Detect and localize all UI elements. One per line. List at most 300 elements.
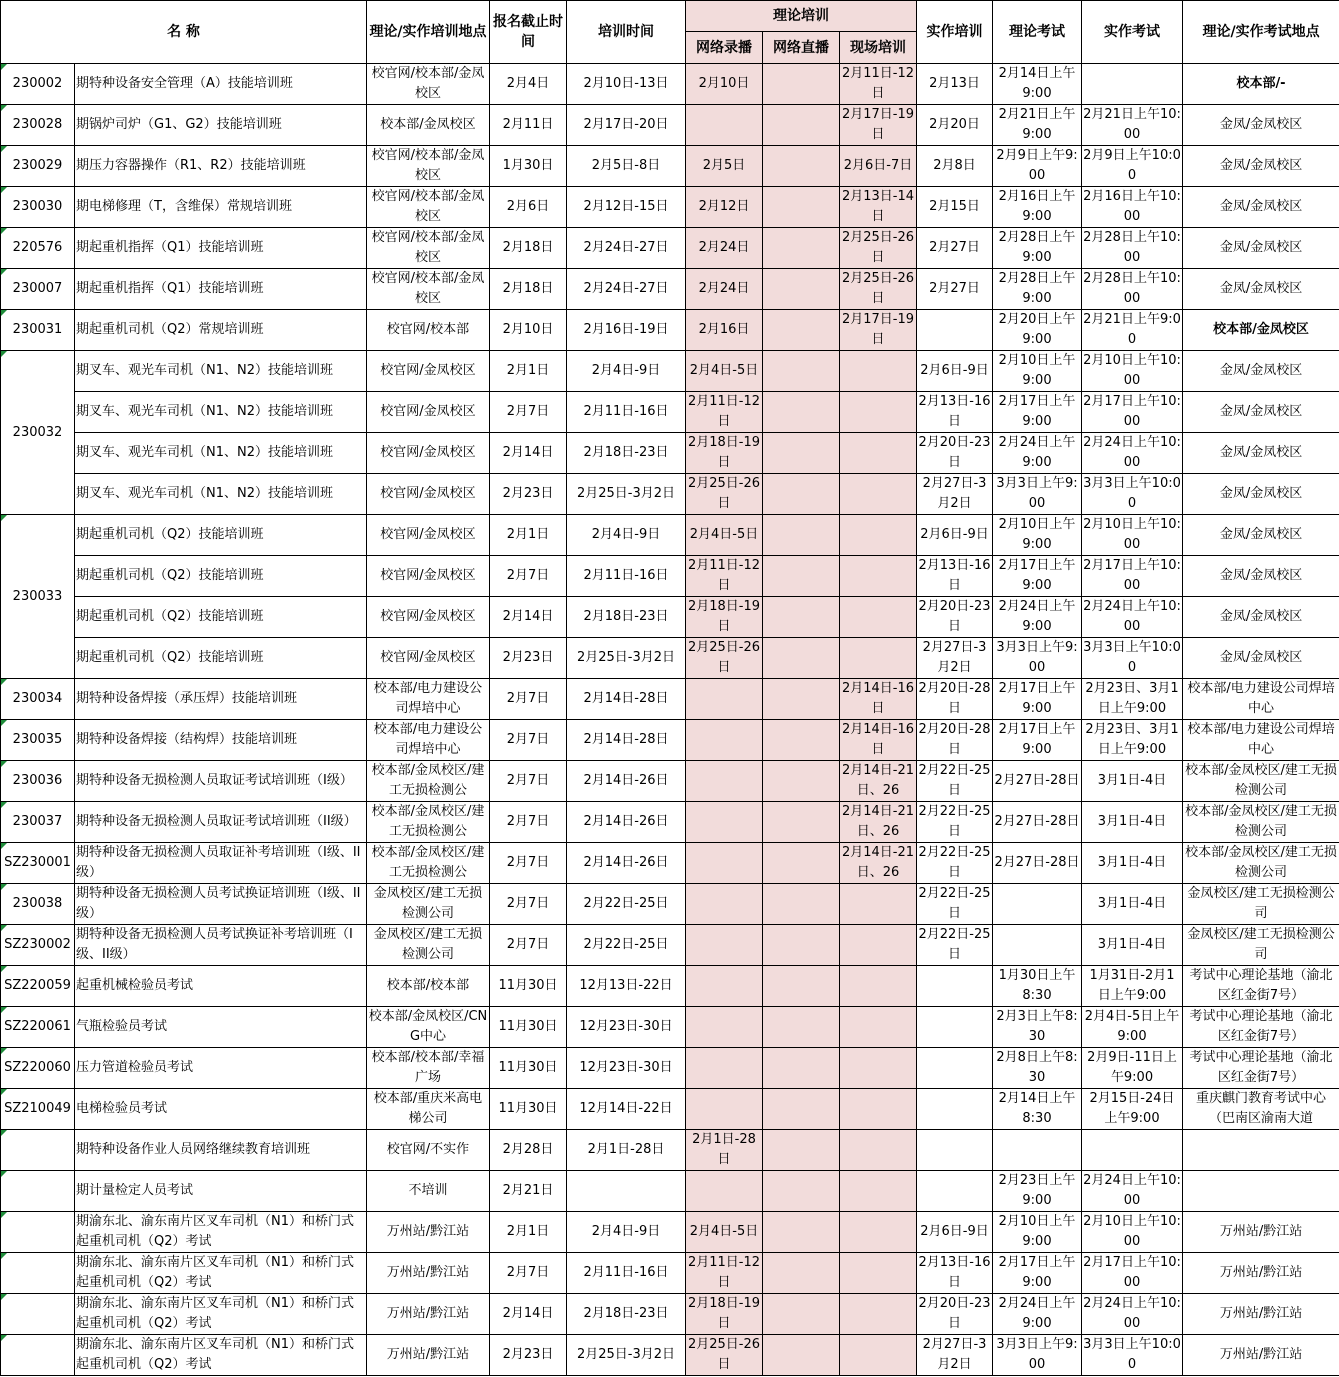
- row-record: 2月4日-5日: [686, 515, 763, 556]
- row-name: 期渝东北、渝东南片区叉车司机（N1）和桥门式起重机司机（Q2）考试: [75, 1212, 367, 1253]
- row-practical: 2月20日-23日: [917, 597, 993, 638]
- row-code: 230034: [1, 679, 75, 720]
- table-row: [1, 761, 1339, 802]
- row-onsite: 2月14日-16日: [840, 720, 917, 761]
- row-record: 2月24日: [686, 269, 763, 310]
- row-code: 230036: [1, 761, 75, 802]
- row-record: 2月4日-5日: [686, 1212, 763, 1253]
- row-theory-exam: 2月10日上午9:00: [993, 515, 1082, 556]
- table-row: [1, 1007, 1339, 1048]
- row-onsite: [840, 1048, 917, 1089]
- row-deadline: 2月7日: [490, 802, 567, 843]
- row-code: SZ230002: [1, 925, 75, 966]
- row-onsite: 2月14日-21日、26: [840, 802, 917, 843]
- row-deadline: 2月10日: [490, 310, 567, 351]
- row-theory-exam: 3月3日上午9:00: [993, 474, 1082, 515]
- row-theory-exam: 2月17日上午9:00: [993, 1253, 1082, 1294]
- row-exam-site: 万州站/黔江站: [1183, 1253, 1339, 1294]
- row-name: 期叉车、观光车司机（N1、N2）技能培训班: [75, 351, 367, 392]
- header-deadline: 报名截止时间: [490, 1, 567, 64]
- row-site: 万州站/黔江站: [367, 1335, 490, 1376]
- row-onsite: [840, 392, 917, 433]
- row-code: 230033: [1, 515, 75, 679]
- row-deadline: 11月30日: [490, 1048, 567, 1089]
- row-deadline: 2月7日: [490, 556, 567, 597]
- row-deadline: 2月7日: [490, 925, 567, 966]
- row-deadline: 2月7日: [490, 679, 567, 720]
- table-row: [1, 638, 1339, 679]
- row-practical-exam: 3月1日-4日: [1082, 925, 1183, 966]
- row-name: 期特种设备焊接（承压焊）技能培训班: [75, 679, 367, 720]
- row-exam-site: 金凤/金凤校区: [1183, 105, 1339, 146]
- row-exam-site: 金凤/金凤校区: [1183, 351, 1339, 392]
- row-deadline: 2月1日: [490, 515, 567, 556]
- row-record: [686, 802, 763, 843]
- table-row: [1, 146, 1339, 187]
- row-exam-site: 校本部/电力建设公司焊培中心: [1183, 679, 1339, 720]
- row-site: 校官网/金凤校区: [367, 556, 490, 597]
- row-practical-exam: 3月1日-4日: [1082, 761, 1183, 802]
- row-record: 2月25日-26日: [686, 1335, 763, 1376]
- row-live: [763, 64, 840, 105]
- row-practical: [917, 966, 993, 1007]
- row-live: [763, 1253, 840, 1294]
- row-time: 2月14日-26日: [567, 802, 686, 843]
- row-onsite: [840, 1212, 917, 1253]
- row-deadline: 2月11日: [490, 105, 567, 146]
- row-site: 校本部/重庆米高电梯公司: [367, 1089, 490, 1130]
- row-site: 校官网/金凤校区: [367, 597, 490, 638]
- table-row: [1, 1171, 1339, 1212]
- row-record: 2月18日-19日: [686, 597, 763, 638]
- table-row: [1, 269, 1339, 310]
- row-live: [763, 679, 840, 720]
- row-exam-site: 金凤校区/建工无损检测公司: [1183, 884, 1339, 925]
- row-record: 2月16日: [686, 310, 763, 351]
- row-theory-exam: 2月23日上午9:00: [993, 1171, 1082, 1212]
- row-name: 期叉车、观光车司机（N1、N2）技能培训班: [75, 433, 367, 474]
- row-time: 2月25日-3月2日: [567, 474, 686, 515]
- table-row: [1, 1253, 1339, 1294]
- row-code: SZ220060: [1, 1048, 75, 1089]
- row-onsite: [840, 556, 917, 597]
- row-onsite: [840, 1335, 917, 1376]
- row-record: [686, 1171, 763, 1212]
- row-practical: 2月27日-3月2日: [917, 474, 993, 515]
- row-site: 万州站/黔江站: [367, 1253, 490, 1294]
- row-practical-exam: 2月23日、3月1日上午9:00: [1082, 720, 1183, 761]
- row-onsite: [840, 1171, 917, 1212]
- row-time: 12月23日-30日: [567, 1048, 686, 1089]
- row-practical-exam: 2月10日上午10:00: [1082, 351, 1183, 392]
- row-name: 期起重机司机（Q2）技能培训班: [75, 597, 367, 638]
- row-code: 230031: [1, 310, 75, 351]
- row-practical: 2月27日-3月2日: [917, 638, 993, 679]
- row-practical: 2月22日-25日: [917, 925, 993, 966]
- row-time: 2月25日-3月2日: [567, 1335, 686, 1376]
- row-onsite: 2月14日-21日、26: [840, 761, 917, 802]
- row-theory-exam: 2月21日上午9:00: [993, 105, 1082, 146]
- row-practical-exam: 2月21日上午9:00: [1082, 310, 1183, 351]
- row-name: 期电梯修理（T，含维保）常规培训班: [75, 187, 367, 228]
- row-theory-exam: 2月8日上午8:30: [993, 1048, 1082, 1089]
- row-theory-exam: [993, 884, 1082, 925]
- row-code: 230037: [1, 802, 75, 843]
- row-practical: 2月6日-9日: [917, 351, 993, 392]
- row-live: [763, 228, 840, 269]
- row-record: 2月25日-26日: [686, 474, 763, 515]
- row-record: [686, 843, 763, 884]
- row-practical-exam: 2月24日上午10:00: [1082, 1294, 1183, 1335]
- row-time: 2月4日-9日: [567, 351, 686, 392]
- row-deadline: 2月7日: [490, 720, 567, 761]
- row-onsite: [840, 351, 917, 392]
- row-live: [763, 802, 840, 843]
- row-time: 2月14日-26日: [567, 761, 686, 802]
- row-theory-exam: 2月28日上午9:00: [993, 269, 1082, 310]
- row-site: 校官网/金凤校区: [367, 392, 490, 433]
- header-theory-exam: 理论考试: [993, 1, 1082, 64]
- row-onsite: [840, 474, 917, 515]
- row-exam-site: 重庆麒门教育考试中心（巴南区渝南大道: [1183, 1089, 1339, 1130]
- row-time: 2月22日-25日: [567, 925, 686, 966]
- row-deadline: 2月1日: [490, 351, 567, 392]
- row-name: 期特种设备无损检测人员取证补考培训班（I级、II级）: [75, 843, 367, 884]
- row-site: 校官网/校本部/金凤校区: [367, 64, 490, 105]
- row-theory-exam: 2月14日上午8:30: [993, 1089, 1082, 1130]
- row-deadline: 2月21日: [490, 1171, 567, 1212]
- row-record: [686, 679, 763, 720]
- row-live: [763, 515, 840, 556]
- row-practical-exam: 2月9日上午10:00: [1082, 146, 1183, 187]
- row-time: 2月4日-9日: [567, 515, 686, 556]
- row-practical-exam: 2月10日上午10:00: [1082, 515, 1183, 556]
- row-record: 2月18日-19日: [686, 433, 763, 474]
- row-name: 期起重机司机（Q2）技能培训班: [75, 556, 367, 597]
- row-deadline: 2月28日: [490, 1130, 567, 1171]
- header-name: 名 称: [1, 1, 367, 64]
- row-exam-site: 金凤/金凤校区: [1183, 433, 1339, 474]
- row-practical-exam: 2月24日上午10:00: [1082, 1171, 1183, 1212]
- row-site: 校本部/电力建设公司焊培中心: [367, 720, 490, 761]
- row-code: [1, 1335, 75, 1376]
- row-live: [763, 474, 840, 515]
- row-live: [763, 884, 840, 925]
- row-time: 2月17日-20日: [567, 105, 686, 146]
- row-name: 期渝东北、渝东南片区叉车司机（N1）和桥门式起重机司机（Q2）考试: [75, 1253, 367, 1294]
- row-live: [763, 638, 840, 679]
- row-practical: 2月6日-9日: [917, 515, 993, 556]
- row-deadline: 2月6日: [490, 187, 567, 228]
- row-exam-site: 金凤/金凤校区: [1183, 392, 1339, 433]
- row-practical: [917, 1171, 993, 1212]
- row-live: [763, 1130, 840, 1171]
- row-deadline: 2月4日: [490, 64, 567, 105]
- row-practical: 2月22日-25日: [917, 802, 993, 843]
- row-time: 12月14日-22日: [567, 1089, 686, 1130]
- row-record: 2月4日-5日: [686, 351, 763, 392]
- row-exam-site: 校本部/金凤校区/建工无损检测公司: [1183, 843, 1339, 884]
- row-name: 期起重机司机（Q2）技能培训班: [75, 515, 367, 556]
- header-network-live: 网络直播: [763, 32, 840, 64]
- row-time: 2月5日-8日: [567, 146, 686, 187]
- row-code: [1, 1130, 75, 1171]
- row-practical-exam: 2月21日上午10:00: [1082, 105, 1183, 146]
- row-onsite: 2月14日-16日: [840, 679, 917, 720]
- row-time: 12月23日-30日: [567, 1007, 686, 1048]
- row-time: 2月11日-16日: [567, 1253, 686, 1294]
- row-onsite: [840, 1007, 917, 1048]
- row-practical: 2月20日-28日: [917, 720, 993, 761]
- row-onsite: [840, 1089, 917, 1130]
- row-exam-site: 金凤/金凤校区: [1183, 228, 1339, 269]
- row-name: 期渝东北、渝东南片区叉车司机（N1）和桥门式起重机司机（Q2）考试: [75, 1294, 367, 1335]
- row-deadline: 2月7日: [490, 1253, 567, 1294]
- row-time: 2月1日-28日: [567, 1130, 686, 1171]
- row-record: 2月12日: [686, 187, 763, 228]
- row-onsite: 2月14日-21日、26: [840, 843, 917, 884]
- row-exam-site: 万州站/黔江站: [1183, 1335, 1339, 1376]
- row-record: 2月18日-19日: [686, 1294, 763, 1335]
- table-row: [1, 392, 1339, 433]
- row-code: [1, 1171, 75, 1212]
- row-exam-site: 金凤/金凤校区: [1183, 556, 1339, 597]
- row-theory-exam: 3月3日上午9:00: [993, 1335, 1082, 1376]
- row-live: [763, 269, 840, 310]
- row-practical: 2月13日-16日: [917, 556, 993, 597]
- row-practical-exam: 2月4日-5日上午9:00: [1082, 1007, 1183, 1048]
- row-practical-exam: 2月28日上午10:00: [1082, 228, 1183, 269]
- row-live: [763, 392, 840, 433]
- row-practical-exam: 3月1日-4日: [1082, 843, 1183, 884]
- row-exam-site: 金凤/金凤校区: [1183, 146, 1339, 187]
- row-onsite: [840, 1130, 917, 1171]
- row-practical: 2月20日-23日: [917, 1294, 993, 1335]
- row-onsite: [840, 966, 917, 1007]
- table-row: [1, 187, 1339, 228]
- table-row: [1, 310, 1339, 351]
- table-row: [1, 1212, 1339, 1253]
- row-onsite: [840, 638, 917, 679]
- row-site: 校官网/金凤校区: [367, 638, 490, 679]
- row-theory-exam: 2月24日上午9:00: [993, 433, 1082, 474]
- row-exam-site: 金凤/金凤校区: [1183, 638, 1339, 679]
- row-name: 期特种设备无损检测人员考试换证培训班（I级、II级）: [75, 884, 367, 925]
- row-name: 期计量检定人员考试: [75, 1171, 367, 1212]
- table-row: [1, 556, 1339, 597]
- row-practical: [917, 1130, 993, 1171]
- row-site: 校本部/校本部: [367, 966, 490, 1007]
- header-theory-training: 理论培训: [686, 1, 917, 32]
- row-name: 期特种设备无损检测人员取证考试培训班（II级）: [75, 802, 367, 843]
- row-theory-exam: [993, 925, 1082, 966]
- table-row: [1, 843, 1339, 884]
- row-live: [763, 761, 840, 802]
- row-name: 期特种设备焊接（结构焊）技能培训班: [75, 720, 367, 761]
- row-onsite: [840, 1253, 917, 1294]
- row-exam-site: 金凤校区/建工无损检测公司: [1183, 925, 1339, 966]
- header-exam-site: 理论/实作考试地点: [1183, 1, 1339, 64]
- row-live: [763, 720, 840, 761]
- row-exam-site: 校本部/金凤校区: [1183, 310, 1339, 351]
- row-practical-exam: 2月10日上午10:00: [1082, 1212, 1183, 1253]
- row-code: [1, 1212, 75, 1253]
- row-theory-exam: 2月24日上午9:00: [993, 597, 1082, 638]
- row-site: 校本部/校本部/幸福广场: [367, 1048, 490, 1089]
- table-row: [1, 597, 1339, 638]
- row-onsite: [840, 884, 917, 925]
- row-site: 校本部/金凤校区/建工无损检测公: [367, 802, 490, 843]
- row-practical: 2月22日-25日: [917, 843, 993, 884]
- row-record: [686, 1048, 763, 1089]
- row-site: 金凤校区/建工无损检测公司: [367, 884, 490, 925]
- row-exam-site: 万州站/黔江站: [1183, 1212, 1339, 1253]
- row-deadline: 2月7日: [490, 843, 567, 884]
- row-site: 校本部/金凤校区/CNG中心: [367, 1007, 490, 1048]
- row-exam-site: 校本部/金凤校区/建工无损检测公司: [1183, 761, 1339, 802]
- row-exam-site: 考试中心理论基地（渝北区红金街7号）: [1183, 1007, 1339, 1048]
- row-site: 万州站/黔江站: [367, 1294, 490, 1335]
- row-practical-exam: 3月3日上午10:00: [1082, 638, 1183, 679]
- row-exam-site: 万州站/黔江站: [1183, 1294, 1339, 1335]
- row-code: [1, 1294, 75, 1335]
- row-record: [686, 925, 763, 966]
- row-practical: 2月13日: [917, 64, 993, 105]
- header-practical-training: 实作培训: [917, 1, 993, 64]
- row-code: 230030: [1, 187, 75, 228]
- row-onsite: 2月13日-14日: [840, 187, 917, 228]
- row-practical-exam: 3月1日-4日: [1082, 802, 1183, 843]
- header-site: 理论/实作培训地点: [367, 1, 490, 64]
- table-row: [1, 884, 1339, 925]
- row-code: 220576: [1, 228, 75, 269]
- row-code: SZ230001: [1, 843, 75, 884]
- row-time: 2月18日-23日: [567, 433, 686, 474]
- row-practical-exam: 2月24日上午10:00: [1082, 597, 1183, 638]
- row-practical: 2月20日: [917, 105, 993, 146]
- table-row: [1, 1048, 1339, 1089]
- row-site: 校官网/校本部: [367, 310, 490, 351]
- table-row: [1, 351, 1339, 392]
- row-onsite: 2月25日-26日: [840, 228, 917, 269]
- row-record: [686, 761, 763, 802]
- row-deadline: 2月18日: [490, 269, 567, 310]
- row-record: [686, 720, 763, 761]
- row-practical: [917, 1089, 993, 1130]
- row-site: 万州站/黔江站: [367, 1212, 490, 1253]
- row-practical: 2月27日: [917, 228, 993, 269]
- row-theory-exam: 2月24日上午9:00: [993, 1294, 1082, 1335]
- row-name: 气瓶检验员考试: [75, 1007, 367, 1048]
- row-name: 期压力容器操作（R1、R2）技能培训班: [75, 146, 367, 187]
- row-theory-exam: 2月3日上午8:30: [993, 1007, 1082, 1048]
- row-theory-exam: 2月28日上午9:00: [993, 228, 1082, 269]
- table-row: [1, 966, 1339, 1007]
- table-row: [1, 1294, 1339, 1335]
- row-live: [763, 105, 840, 146]
- row-live: [763, 310, 840, 351]
- table-row: [1, 1130, 1339, 1171]
- row-exam-site: 考试中心理论基地（渝北区红金街7号）: [1183, 1048, 1339, 1089]
- row-name: 期特种设备无损检测人员取证考试培训班（I级）: [75, 761, 367, 802]
- row-time: 2月24日-27日: [567, 228, 686, 269]
- row-exam-site: [1183, 1130, 1339, 1171]
- row-practical: 2月15日: [917, 187, 993, 228]
- table-row: [1, 679, 1339, 720]
- row-practical-exam: 2月17日上午10:00: [1082, 556, 1183, 597]
- row-name: 电梯检验员考试: [75, 1089, 367, 1130]
- row-live: [763, 1089, 840, 1130]
- row-onsite: 2月25日-26日: [840, 269, 917, 310]
- row-record: 2月1日-28日: [686, 1130, 763, 1171]
- row-deadline: 11月30日: [490, 1007, 567, 1048]
- row-deadline: 2月23日: [490, 474, 567, 515]
- row-practical-exam: 2月17日上午10:00: [1082, 1253, 1183, 1294]
- row-live: [763, 1048, 840, 1089]
- row-theory-exam: 2月14日上午9:00: [993, 64, 1082, 105]
- row-live: [763, 1171, 840, 1212]
- row-code: SZ210049: [1, 1089, 75, 1130]
- row-deadline: 2月14日: [490, 1294, 567, 1335]
- row-time: 2月22日-25日: [567, 884, 686, 925]
- row-site: 校官网/不实作: [367, 1130, 490, 1171]
- row-code: 230029: [1, 146, 75, 187]
- row-time: 2月11日-16日: [567, 392, 686, 433]
- row-practical: [917, 310, 993, 351]
- row-name: 期渝东北、渝东南片区叉车司机（N1）和桥门式起重机司机（Q2）考试: [75, 1335, 367, 1376]
- row-exam-site: [1183, 1171, 1339, 1212]
- table-row: [1, 1089, 1339, 1130]
- row-record: [686, 1089, 763, 1130]
- row-code: 230032: [1, 351, 75, 515]
- row-theory-exam: 2月17日上午9:00: [993, 392, 1082, 433]
- row-practical: 2月27日-3月2日: [917, 1335, 993, 1376]
- row-practical: 2月6日-9日: [917, 1212, 993, 1253]
- row-onsite: 2月6日-7日: [840, 146, 917, 187]
- row-site: 金凤校区/建工无损检测公司: [367, 925, 490, 966]
- row-theory-exam: 2月17日上午9:00: [993, 556, 1082, 597]
- row-time: 2月14日-28日: [567, 679, 686, 720]
- row-name: 期叉车、观光车司机（N1、N2）技能培训班: [75, 392, 367, 433]
- row-exam-site: 金凤/金凤校区: [1183, 474, 1339, 515]
- row-site: 校官网/校本部/金凤校区: [367, 228, 490, 269]
- row-exam-site: 校本部/-: [1183, 64, 1339, 105]
- row-site: 校本部/电力建设公司焊培中心: [367, 679, 490, 720]
- row-name: 期起重机指挥（Q1）技能培训班: [75, 269, 367, 310]
- row-code: [1, 1253, 75, 1294]
- header-network-record: 网络录播: [686, 32, 763, 64]
- row-site: 校官网/校本部/金凤校区: [367, 269, 490, 310]
- row-live: [763, 433, 840, 474]
- row-deadline: 2月14日: [490, 433, 567, 474]
- row-onsite: [840, 597, 917, 638]
- row-practical: 2月20日-28日: [917, 679, 993, 720]
- row-practical-exam: [1082, 64, 1183, 105]
- schedule-body: [1, 64, 1339, 1376]
- row-practical-exam: 2月17日上午10:00: [1082, 392, 1183, 433]
- row-practical-exam: 2月28日上午10:00: [1082, 269, 1183, 310]
- row-exam-site: 金凤/金凤校区: [1183, 515, 1339, 556]
- row-record: [686, 105, 763, 146]
- row-name: 期特种设备无损检测人员考试换证补考培训班（I级、II级）: [75, 925, 367, 966]
- row-theory-exam: 2月17日上午9:00: [993, 679, 1082, 720]
- row-code: 230038: [1, 884, 75, 925]
- row-name: 期特种设备作业人员网络继续教育培训班: [75, 1130, 367, 1171]
- row-exam-site: 金凤/金凤校区: [1183, 187, 1339, 228]
- row-site: 校本部/金凤校区/建工无损检测公: [367, 843, 490, 884]
- row-deadline: 2月7日: [490, 392, 567, 433]
- row-record: 2月24日: [686, 228, 763, 269]
